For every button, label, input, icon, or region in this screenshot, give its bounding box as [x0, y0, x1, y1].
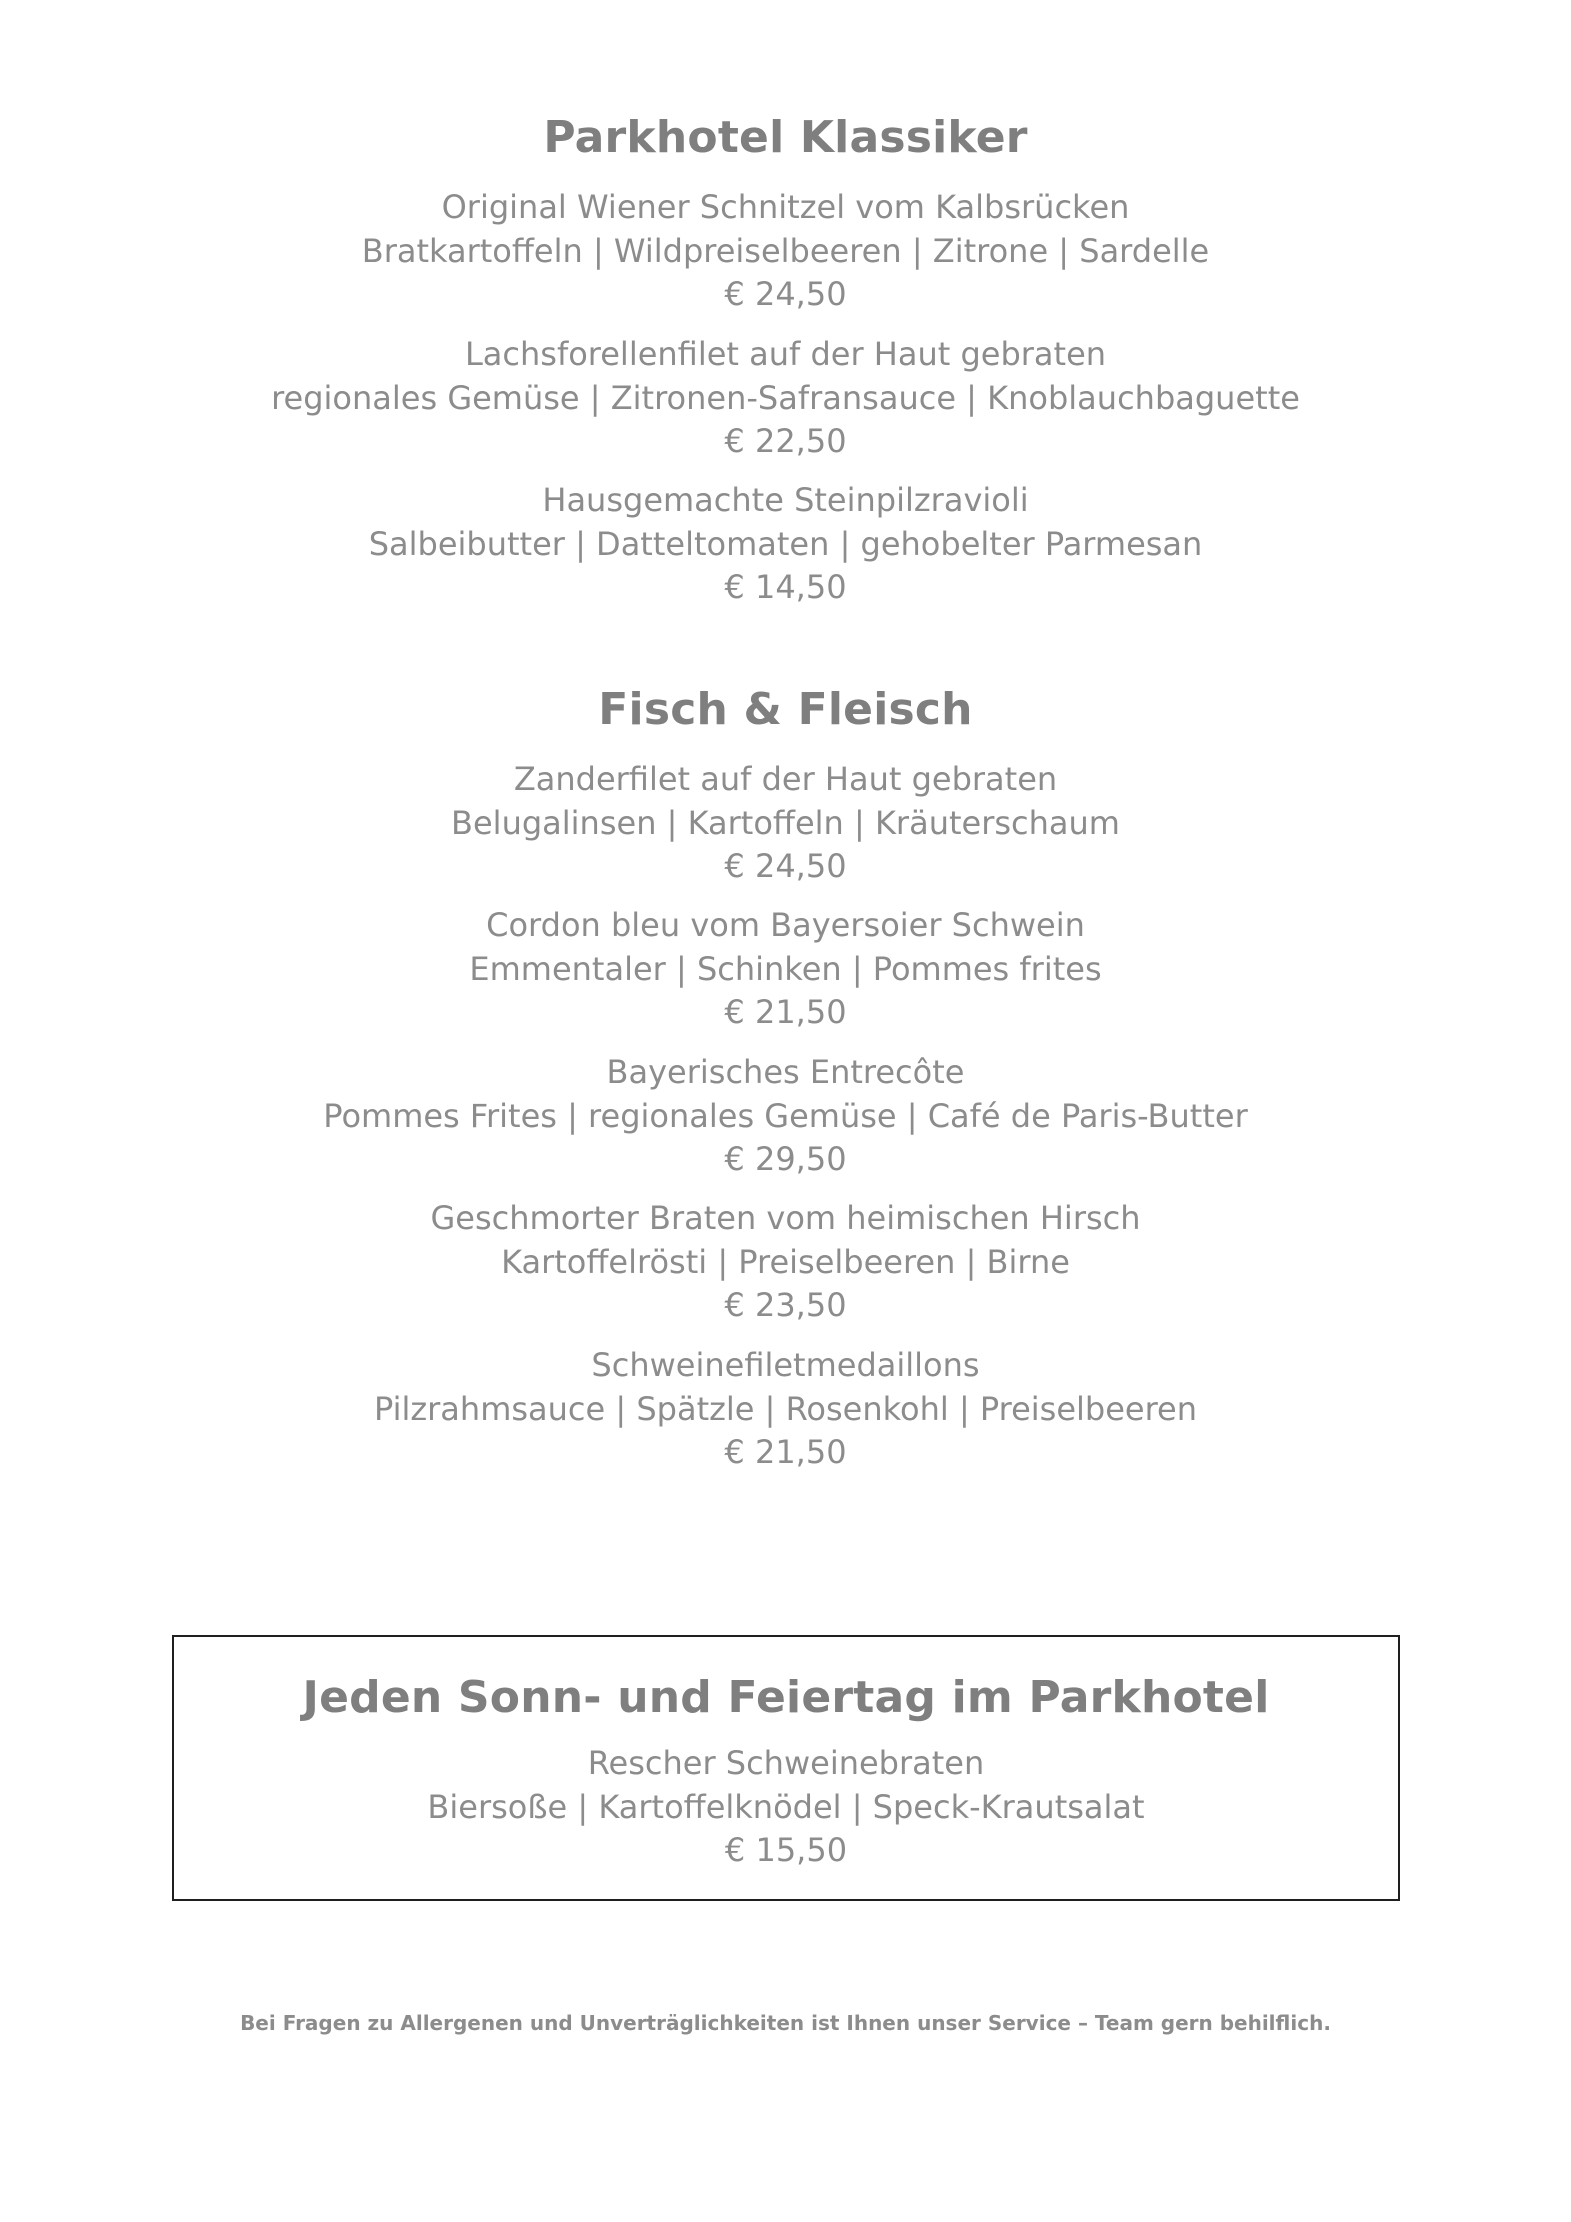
dish-description: Bratkartoffeln | Wildpreiselbeeren | Zitrone | Sardelle [361, 231, 1210, 270]
dish-price: € 23,50 [724, 1286, 847, 1324]
dish-price: € 15,50 [724, 1831, 848, 1869]
menu-item [0, 758, 1571, 889]
menu-item [174, 1742, 1398, 1873]
menu-item [0, 1344, 1571, 1475]
dish-price: € 21,50 [724, 993, 847, 1031]
menu-item [0, 333, 1571, 464]
dish-price: € 24,50 [724, 275, 847, 313]
dish-name: Rescher Schweinebraten [587, 1744, 985, 1782]
section-title-klassiker: Parkhotel Klassiker [543, 112, 1028, 163]
special-offer-title: Jeden Sonn- und Feiertag im Parkhotel [302, 1672, 1270, 1723]
menu-item [0, 904, 1571, 1035]
menu-item [0, 1197, 1571, 1328]
dish-name: Cordon bleu vom Bayersoier Schwein [486, 906, 1085, 944]
dish-name: Hausgemachte Steinpilzravioli [542, 481, 1029, 519]
menu-item [0, 479, 1571, 610]
dish-name: Bayerisches Entrecôte [606, 1053, 965, 1091]
dish-name: Geschmorter Braten vom heimischen Hirsch [430, 1199, 1141, 1237]
dish-description: Pommes Frites | regionales Gemüse | Café de Paris-Butter [323, 1096, 1248, 1135]
dish-name: Zanderfilet auf der Haut gebraten [513, 760, 1058, 798]
dish-description: Pilzrahmsauce | Spätzle | Rosenkohl | Preiselbeeren [373, 1389, 1198, 1428]
dish-description: Biersoße | Kartoffelknödel | Speck-Krautsalat [427, 1787, 1145, 1826]
dish-description: Salbeibutter | Datteltomaten | gehobelter Parmesan [368, 524, 1203, 563]
dish-description: Emmentaler | Schinken | Pommes frites [469, 949, 1102, 988]
dish-price: € 14,50 [724, 568, 847, 606]
menu-item [0, 186, 1571, 317]
dish-price: € 24,50 [724, 847, 847, 885]
dish-price: € 22,50 [724, 422, 847, 460]
dish-description: Kartoffelrösti | Preiselbeeren | Birne [501, 1242, 1070, 1281]
dish-name: Schweinefiletmedaillons [591, 1346, 980, 1384]
dish-price: € 29,50 [724, 1140, 847, 1178]
dish-name: Original Wiener Schnitzel vom Kalbsrücken [441, 188, 1130, 226]
allergen-notice: Bei Fragen zu Allergenen und Unverträglichkeiten ist Ihnen unser Service – Team gern behilflich. [240, 2011, 1331, 2035]
menu-item [0, 1051, 1571, 1182]
dish-description: Belugalinsen | Kartoffeln | Kräuterschaum [451, 803, 1120, 842]
dish-name: Lachsforellenfilet auf der Haut gebraten [464, 335, 1107, 373]
special-offer-box [172, 1635, 1400, 1901]
section-title-fisch-fleisch: Fisch & Fleisch [598, 684, 973, 735]
dish-price: € 21,50 [724, 1433, 847, 1471]
dish-description: regionales Gemüse | Zitronen-Safransauce | Knoblauchbaguette [271, 378, 1300, 417]
